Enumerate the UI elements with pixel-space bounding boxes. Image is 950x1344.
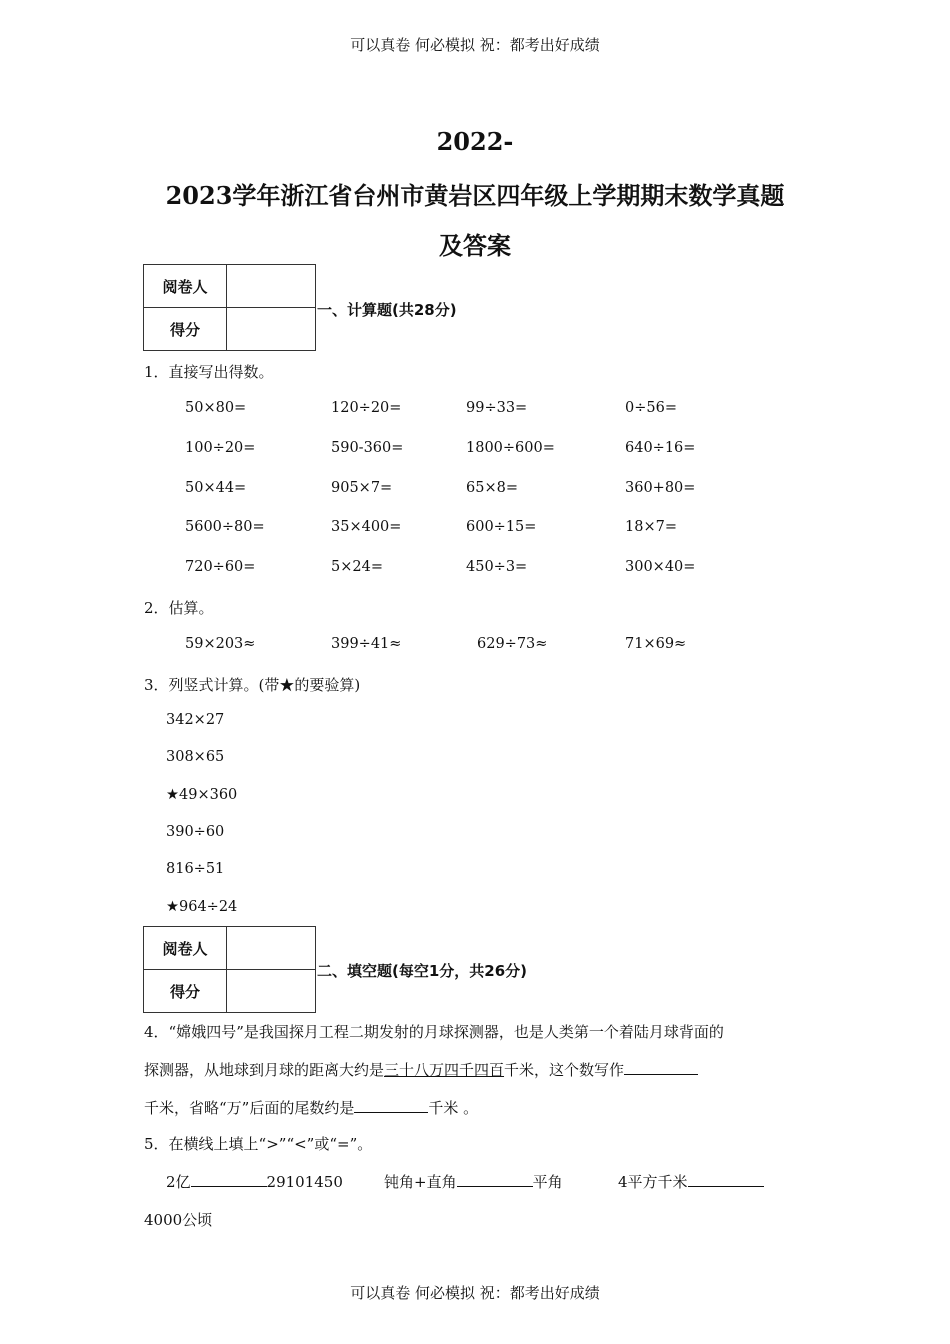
q4-line-3-post: 千米 。 — [428, 1099, 479, 1117]
q1-item: 120÷20= — [331, 400, 402, 416]
score-label: 得分 — [144, 308, 227, 351]
q1-item: 590-360= — [331, 440, 404, 456]
score-table-2 — [143, 926, 316, 1013]
title-line-1: 2022- — [436, 127, 514, 156]
reviewer-label: 阅卷人 — [144, 927, 227, 970]
q4-answer-blank-2[interactable] — [354, 1098, 428, 1113]
q5-item-2-left: 钝角+直角 — [384, 1173, 457, 1191]
q4-line-3-pre: 千米，省略“万”后面的尾数约是 — [144, 1099, 355, 1117]
q3-item: 308×65 — [166, 749, 225, 765]
q1-item: 640÷16= — [625, 440, 696, 456]
q1-prompt: 1．直接写出得数。 — [144, 363, 274, 381]
q1-item: 1800÷600= — [466, 440, 555, 456]
title-line-3: 及答案 — [439, 231, 511, 260]
score-table-1 — [143, 264, 316, 351]
q3-prompt: 3．列竖式计算。(带★的要验算) — [144, 676, 361, 694]
q3-item: ★964÷24 — [166, 899, 238, 915]
q5-item-1-left: 2亿 — [166, 1173, 191, 1191]
q1-item: 5600÷80= — [185, 519, 265, 535]
q5-item-2-right: 平角 — [532, 1173, 563, 1191]
score-cell — [227, 970, 316, 1013]
title-line-2: 2023学年浙江省台州市黄岩区四年级上学期期末数学真题 — [165, 181, 785, 210]
q1-item: 50×80= — [185, 400, 247, 416]
q3-item: 342×27 — [166, 712, 225, 728]
q1-item: 0÷56= — [625, 400, 677, 416]
q1-item: 50×44= — [185, 480, 247, 496]
q5-item-3-left: 4平方千米 — [618, 1173, 688, 1191]
q1-item: 99÷33= — [466, 400, 528, 416]
q1-item: 720÷60= — [185, 559, 256, 575]
q5-item-1-right: 29101450 — [266, 1173, 343, 1191]
reviewer-cell — [227, 927, 316, 970]
q4-line-2 — [144, 1059, 698, 1080]
q1-item: 5×24= — [331, 559, 383, 575]
q4-line-1: 4．“嫦娥四号”是我国探月工程二期发射的月球探测器，也是人类第一个着陆月球背面的 — [144, 1023, 724, 1041]
q3-item: 816÷51 — [166, 861, 225, 877]
q5-item-3-right: 4000公顷 — [144, 1211, 213, 1229]
q1-item: 18×7= — [625, 519, 677, 535]
section-2-heading: 二、填空题(每空1分，共26分) — [317, 962, 528, 980]
q5-answer-blank-1[interactable] — [191, 1172, 267, 1187]
q2-item: 71×69≈ — [625, 636, 687, 652]
q2-item: 59×203≈ — [185, 636, 256, 652]
q1-item: 450÷3= — [466, 559, 528, 575]
q5-answer-blank-3[interactable] — [688, 1172, 764, 1187]
q1-item: 905×7= — [331, 480, 393, 496]
section-1-heading: 一、计算题(共28分) — [317, 301, 457, 319]
score-cell — [227, 308, 316, 351]
page-header: 可以真卷 何必模拟 祝：都考出好成绩 — [350, 36, 600, 54]
q2-item: 629÷73≈ — [477, 636, 548, 652]
q1-item: 600÷15= — [466, 519, 537, 535]
q5-item-2 — [384, 1171, 563, 1192]
q5-answer-blank-2[interactable] — [457, 1172, 533, 1187]
q4-line-2-pre: 探测器，从地球到月球的距离大约是 — [144, 1061, 385, 1079]
score-label: 得分 — [144, 970, 227, 1013]
q4-line-3 — [144, 1097, 478, 1118]
q3-item: ★49×360 — [166, 787, 238, 803]
q2-prompt: 2．估算。 — [144, 599, 214, 617]
q5-prompt: 5．在横线上填上“>”“<”或“=”。 — [144, 1135, 373, 1153]
reviewer-cell — [227, 265, 316, 308]
q3-item: 390÷60 — [166, 824, 225, 840]
q1-item: 35×400= — [331, 519, 402, 535]
q1-item: 65×8= — [466, 480, 518, 496]
q5-item-3 — [618, 1171, 764, 1192]
page-footer: 可以真卷 何必模拟 祝：都考出好成绩 — [350, 1284, 600, 1302]
q4-distance-words: 三十八万四千四百 — [384, 1061, 505, 1079]
q4-line-2-post: 千米，这个数写作 — [504, 1061, 625, 1079]
q1-item: 300×40= — [625, 559, 696, 575]
q5-item-1 — [166, 1171, 343, 1192]
q1-item: 360+80= — [625, 480, 696, 496]
reviewer-label: 阅卷人 — [144, 265, 227, 308]
q4-answer-blank-1[interactable] — [624, 1060, 698, 1075]
q1-item: 100÷20= — [185, 440, 256, 456]
q2-item: 399÷41≈ — [331, 636, 402, 652]
